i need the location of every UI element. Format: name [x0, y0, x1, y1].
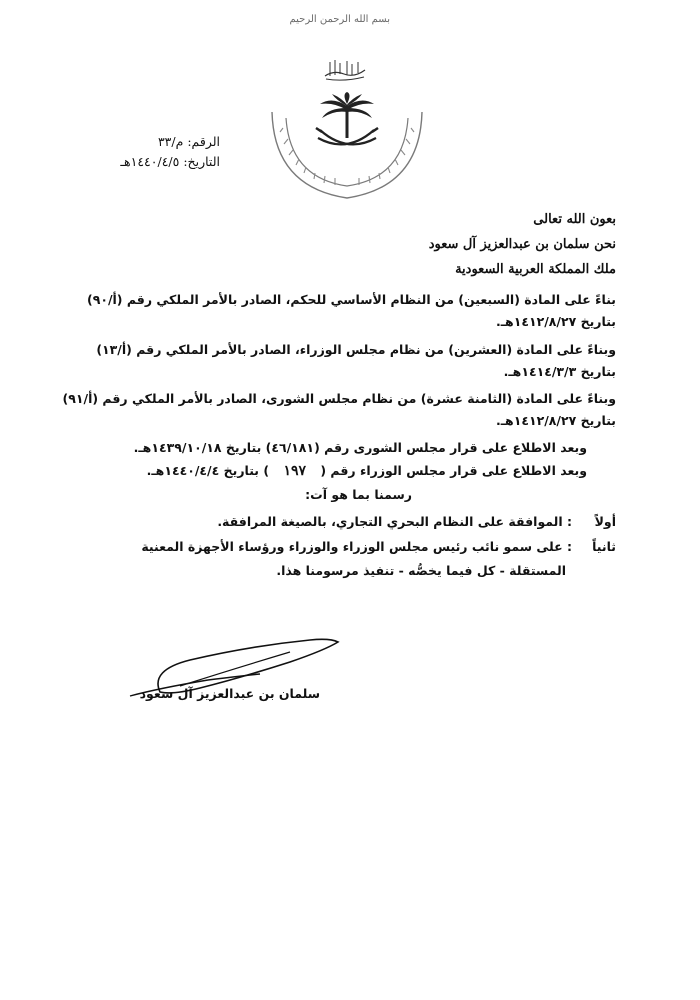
- saudi-emblem-seal: [262, 92, 432, 202]
- number-value: م/٣٣: [157, 134, 184, 149]
- basis-paragraph-1-line-2: بتاريخ ١٤١٢/٨/٢٧هـ.: [496, 314, 616, 329]
- date-value: ١٤٤٠/٤/٥هـ: [120, 154, 180, 169]
- document-date: [90, 152, 220, 172]
- article-2-label: ثانياً: [592, 539, 616, 554]
- cabinet-review-prefix: وبعد الاطلاع على قرار مجلس الوزراء رقم (: [320, 463, 587, 478]
- shahada-calligraphy: [322, 56, 368, 82]
- article-2-text-line-2: المستقلة - كل فيما يخصُّه - تنفيذ مرسومنا هذا.: [276, 563, 566, 578]
- article-1-text: : الموافقة على النظام البحري التجاري، بالصيغة المرافقة.: [217, 514, 572, 529]
- opening-king-title: ملك المملكة العربية السعودية: [455, 262, 616, 277]
- opening-king-name: نحن سلمان بن عبدالعزيز آل سعود: [428, 237, 616, 252]
- handwritten-signature: [120, 630, 350, 715]
- basmala: بسم الله الرحمن الرحيم: [289, 14, 390, 25]
- cabinet-decision-number: ١٩٧: [283, 463, 306, 479]
- document-number: [90, 132, 220, 152]
- basis-paragraph-2-line-1: وبناءً على المادة (العشرين) من نظام مجلس الوزراء، الصادر بالأمر الملكي رقم (أ/١٣): [96, 342, 616, 357]
- basis-paragraph-3-line-2: بتاريخ ١٤١٢/٨/٢٧هـ.: [496, 413, 616, 428]
- signatory-name: سلمان بن عبدالعزيز آل سعود: [139, 686, 320, 701]
- basis-paragraph-3-line-1: وبناءً على المادة (الثامنة عشرة) من نظام مجلس الشورى، الصادر بالأمر الملكي رقم (أ/٩١): [62, 391, 616, 406]
- basis-paragraph-2-line-2: بتاريخ ١٤١٤/٣/٣هـ.: [503, 364, 616, 379]
- date-label: التاريخ:: [183, 154, 220, 169]
- number-label: الرقم:: [187, 134, 220, 149]
- decree-intro: رسمنا بما هو آت:: [305, 487, 412, 502]
- cabinet-review-suffix: ) بتاريخ ١٤٤٠/٤/٤هـ.: [146, 463, 270, 478]
- basis-paragraph-1-line-1: بناءً على المادة (السبعين) من النظام الأساسي للحكم، الصادر بالأمر الملكي رقم (أ/٩٠): [86, 292, 616, 307]
- article-2-text-line-1: : على سمو نائب رئيس مجلس الوزراء والوزراء ورؤساء الأجهزة المعنية: [141, 539, 572, 554]
- article-1-label: أولاً: [594, 514, 616, 529]
- cabinet-review-line: [147, 463, 587, 479]
- opening-invocation: بعون الله تعالى: [533, 212, 616, 227]
- shura-review-line: وبعد الاطلاع على قرار مجلس الشورى رقم (٤٦/١٨١) بتاريخ ١٤٣٩/١٠/١٨هـ.: [133, 440, 587, 455]
- document-meta: [90, 132, 220, 172]
